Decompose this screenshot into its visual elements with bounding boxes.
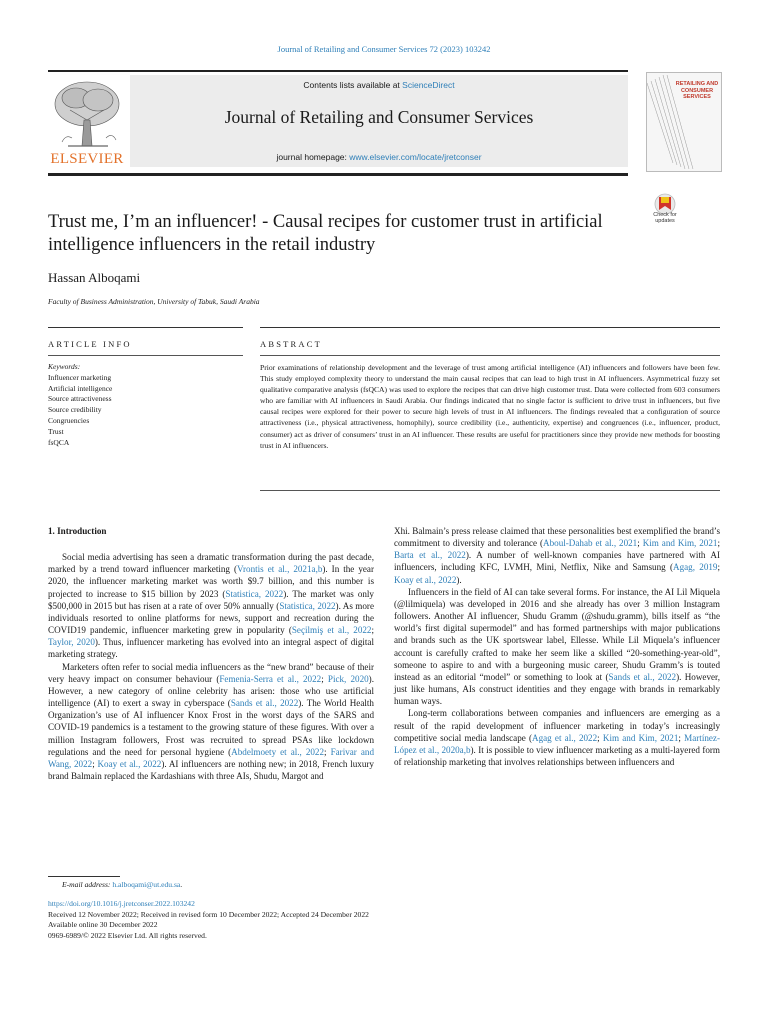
elsevier-wordmark: ELSEVIER xyxy=(50,151,124,167)
section-heading-introduction: 1. Introduction xyxy=(48,526,107,536)
keyword-item: Congruencies xyxy=(48,415,90,425)
author-name[interactable]: Hassan Alboqami xyxy=(48,270,141,285)
crossmark-label[interactable]: Check for updates xyxy=(653,212,677,224)
body-text: ). However, just like humans, AIs construct identities and they engage with brands in remarkably human ways. xyxy=(394,671,720,707)
body-text: ). A number of well-known companies have partnered with AI influencers, including KFC, LVMH, Mini, Netflix, Nike and Samsung ( xyxy=(394,550,720,573)
journal-citation[interactable]: Journal of Retailing and Consumer Services 72 (2023) 103242 xyxy=(277,44,491,54)
body-text: Marketers often refer to social media influencers as the “new brand” because of their very heavy impact on consumer behaviour ( xyxy=(48,661,374,684)
keyword-item: Source credibility xyxy=(48,405,102,415)
body-text: ). AI influencers are nothing new; in 2018, French luxury brand Balmain replaced the Kardashians with three AIs, Shudu, Margot and xyxy=(48,758,374,781)
citation-link[interactable]: Koay et al., 2022 xyxy=(97,758,162,769)
keyword-item: Source attractiveness xyxy=(48,394,112,404)
citation-link[interactable]: Kim and Kim, 2021 xyxy=(642,538,718,549)
paragraph xyxy=(394,707,720,768)
article-title: Trust me, I’m an influencer! - Causal recipes for customer trust in artificial intelligence influencers in the retail industry xyxy=(48,212,603,255)
abstract-rule xyxy=(260,327,720,328)
publication-details xyxy=(48,899,369,941)
doi-link[interactable]: https://doi.org/10.1016/j.jretconser.2022.103242 xyxy=(48,899,195,908)
citation-link[interactable]: Martínez-López et al., 2020a,b xyxy=(394,732,720,755)
article-info-subrule xyxy=(48,355,243,356)
keyword-item: Trust xyxy=(48,426,64,436)
citation-link[interactable]: Koay et al., 2022 xyxy=(394,574,457,585)
paragraph xyxy=(394,525,720,586)
cover-journal-name: RETAILING AND CONSUMER SERVICES xyxy=(675,81,719,100)
citation-link[interactable]: Sands et al., 2022 xyxy=(230,698,299,709)
citation-link[interactable]: Abdelmoety et al., 2022 xyxy=(231,746,325,757)
body-text: ). In the year 2020, the influencer marketing market was worth $9.7 billion, and this number is projected to increase to $15 billion by 2023 ( xyxy=(48,564,374,599)
citation-link[interactable]: Statistica, 2022 xyxy=(279,600,336,611)
journal-cover-thumbnail[interactable] xyxy=(646,72,722,172)
citation-link[interactable]: Kim and Kim, 2021 xyxy=(602,732,679,743)
copyright: 0969-6989/© 2022 Elsevier Ltd. All rights reserved. xyxy=(48,930,207,940)
body-text: ; xyxy=(371,625,375,636)
citation-link[interactable]: Statistica, 2022 xyxy=(225,588,284,599)
citation-link[interactable]: Pick, 2020 xyxy=(327,673,369,684)
footnote-rule xyxy=(48,876,120,877)
abstract-body: Prior examinations of relationship development and the leverage of trust among artificial intelligence (AI) influencers and followers have been few. This study employed complexity theory to understand the main causal recipes that can lead to high trust in AI influencers. Asymmetrical fuzzy set qualitative comparative analysis (fsQCA) was used to explore the recipes that can drive high customer trust. Data were collected from 603 consumers who are familiar with AI influencers in Saudi Arabia. Our findings indicated that no single factor is sufficient to drive trust in influencers, but five causal recipes were explored for their power to secure high levels of trust in AI influencers. The findings revealed that a configuration of source attractiveness (i.e., physical attractiveness, homophily), source credibility (i.e., authenticity, expertise) and congruences (i.e., influencer, product, consumer) act as driver of consumers’ trust in an AI influencer. These results are useful for practitioners since they provide new methods for boosting trust in AI influencers. xyxy=(260,363,720,450)
paragraph xyxy=(394,586,720,708)
email-label: E-mail address: xyxy=(62,880,113,889)
body-text: ; xyxy=(92,758,98,769)
sciencedirect-link[interactable]: ScienceDirect xyxy=(402,80,455,90)
body-column-right xyxy=(394,525,720,768)
body-text: ; xyxy=(321,673,328,684)
footnote-email xyxy=(62,880,182,889)
body-text: ). The World Health Organization’s use of AI influencer Knox Frost in the worst days of the SARS and COVID-19 pandemics is a testament to the growing stature of these figures. With over a million Instagram followers, Frost was recruited to spread PSAs like lockdown regulations and the need for personal hygiene ( xyxy=(48,698,374,757)
journal-homepage xyxy=(130,152,628,162)
body-text: ). xyxy=(456,574,462,585)
body-text: ; xyxy=(597,732,603,743)
citation-link[interactable]: Agag et al., 2022 xyxy=(532,732,598,743)
journal-title: Journal of Retailing and Consumer Services xyxy=(224,107,534,127)
citation-link[interactable]: Farivar and Wang, 2022 xyxy=(48,746,374,769)
body-text: ; xyxy=(678,732,685,743)
body-text: Social media advertising has seen a dramatic transformation during the past decade, marked by a trend toward influencer marketing ( xyxy=(48,552,374,575)
contents-prefix: Contents lists available at xyxy=(303,80,403,90)
body-text: ; xyxy=(717,562,720,573)
citation-link[interactable]: Agag, 2019 xyxy=(673,562,718,573)
body-text: Long-term collaborations between companies and influencers are emerging as a result of the rapid development of influencer marketing in today’s increasingly competitive social media landscape ( xyxy=(394,708,720,743)
citation-link[interactable]: Barta et al., 2022 xyxy=(394,550,466,561)
body-text: ). Thus, influencer marketing has evolved into an integral aspect of digital marketing strategy. xyxy=(48,637,374,660)
masthead-bottom-rule xyxy=(48,173,628,176)
body-text: Influencers in the field of AI can take several forms. For instance, the AI Lil Miquela (@lilmiquela) was developed in 2016 and she already has over 3 million Instagram followers. Another AI influencer, Shudu Gramm (@shudu.gramm), bills itself as “the world’s first digital supermodel” and has formed partnerships with major publications and brands such as the UK sportswear label, Ellesse. While Lil Miquela’s influencer account is carefully crafted to make her seem like a skilled “20-something-year-old”, someone to aspire to and with a burgeoning music career, Shudu Gramm’s is touted instead as an editorial “model” or something to look at ( xyxy=(394,586,720,682)
body-text: ; xyxy=(637,538,643,549)
article-info-heading: ARTICLE INFO xyxy=(48,339,132,349)
email-period: . xyxy=(180,880,183,889)
citation-link[interactable]: Aboul-Dahab et al., 2021 xyxy=(543,538,638,549)
abstract-subrule xyxy=(260,355,720,356)
masthead-top-rule xyxy=(48,70,628,72)
citation-link[interactable]: Seçilmiş et al., 2022 xyxy=(291,625,372,636)
abstract-end-rule xyxy=(260,490,720,491)
author-affiliation: Faculty of Business Administration, University of Tabuk, Saudi Arabia xyxy=(48,297,260,306)
abstract-heading: ABSTRACT xyxy=(260,339,322,349)
keyword-item: fsQCA xyxy=(48,437,70,447)
keywords-list xyxy=(48,362,243,448)
body-text: ). The market was only $500,000 in 2015 but has risen at a rate of over 50% annually ( xyxy=(48,588,374,611)
homepage-link[interactable]: www.elsevier.com/locate/jretconser xyxy=(349,152,482,162)
homepage-prefix: journal homepage: xyxy=(276,152,350,162)
email-link[interactable]: h.alboqami@ut.edu.sa xyxy=(112,880,181,889)
body-text: ). As more individuals resorted to online platforms for news, support and recreation during the COVID19 pandemic, influencer marketing grew in popularity ( xyxy=(48,600,374,636)
body-text: Xhi. Balmain’s press release claimed that these personalities best exemplified the brand’s commitment to diversity and tolerance ( xyxy=(394,526,720,549)
body-text: ). It is possible to view influencer marketing as a multi-layered form of relationship marketing that involves relationships between influencers and xyxy=(394,744,720,767)
body-text: ; xyxy=(324,746,331,757)
available-online: Available online 30 December 2022 xyxy=(48,920,158,929)
paragraph xyxy=(48,551,374,660)
keywords-label: Keywords: xyxy=(48,362,81,371)
citation-link[interactable]: Taylor, 2020 xyxy=(48,637,95,648)
contents-availability xyxy=(130,80,628,90)
citation-link[interactable]: Sands et al., 2022 xyxy=(608,671,677,682)
body-text: ; xyxy=(717,538,720,549)
citation-link[interactable]: Femenia-Serra et al., 2022 xyxy=(219,673,322,684)
keyword-item: Artificial intelligence xyxy=(48,383,113,393)
article-info-rule xyxy=(48,327,243,328)
citation-link[interactable]: Vrontis et al., 2021a,b xyxy=(236,564,323,575)
received-dates: Received 12 November 2022; Received in revised form 10 December 2022; Accepted 24 December 2022 xyxy=(48,909,369,919)
paragraph xyxy=(48,661,374,783)
keyword-item: Influencer marketing xyxy=(48,372,112,382)
body-column-left xyxy=(48,525,374,782)
body-text: ). However, a new category of online celebrity has arisen: those who use artificial intelligence (AI) to exert a sway in cyberspace ( xyxy=(48,673,374,709)
